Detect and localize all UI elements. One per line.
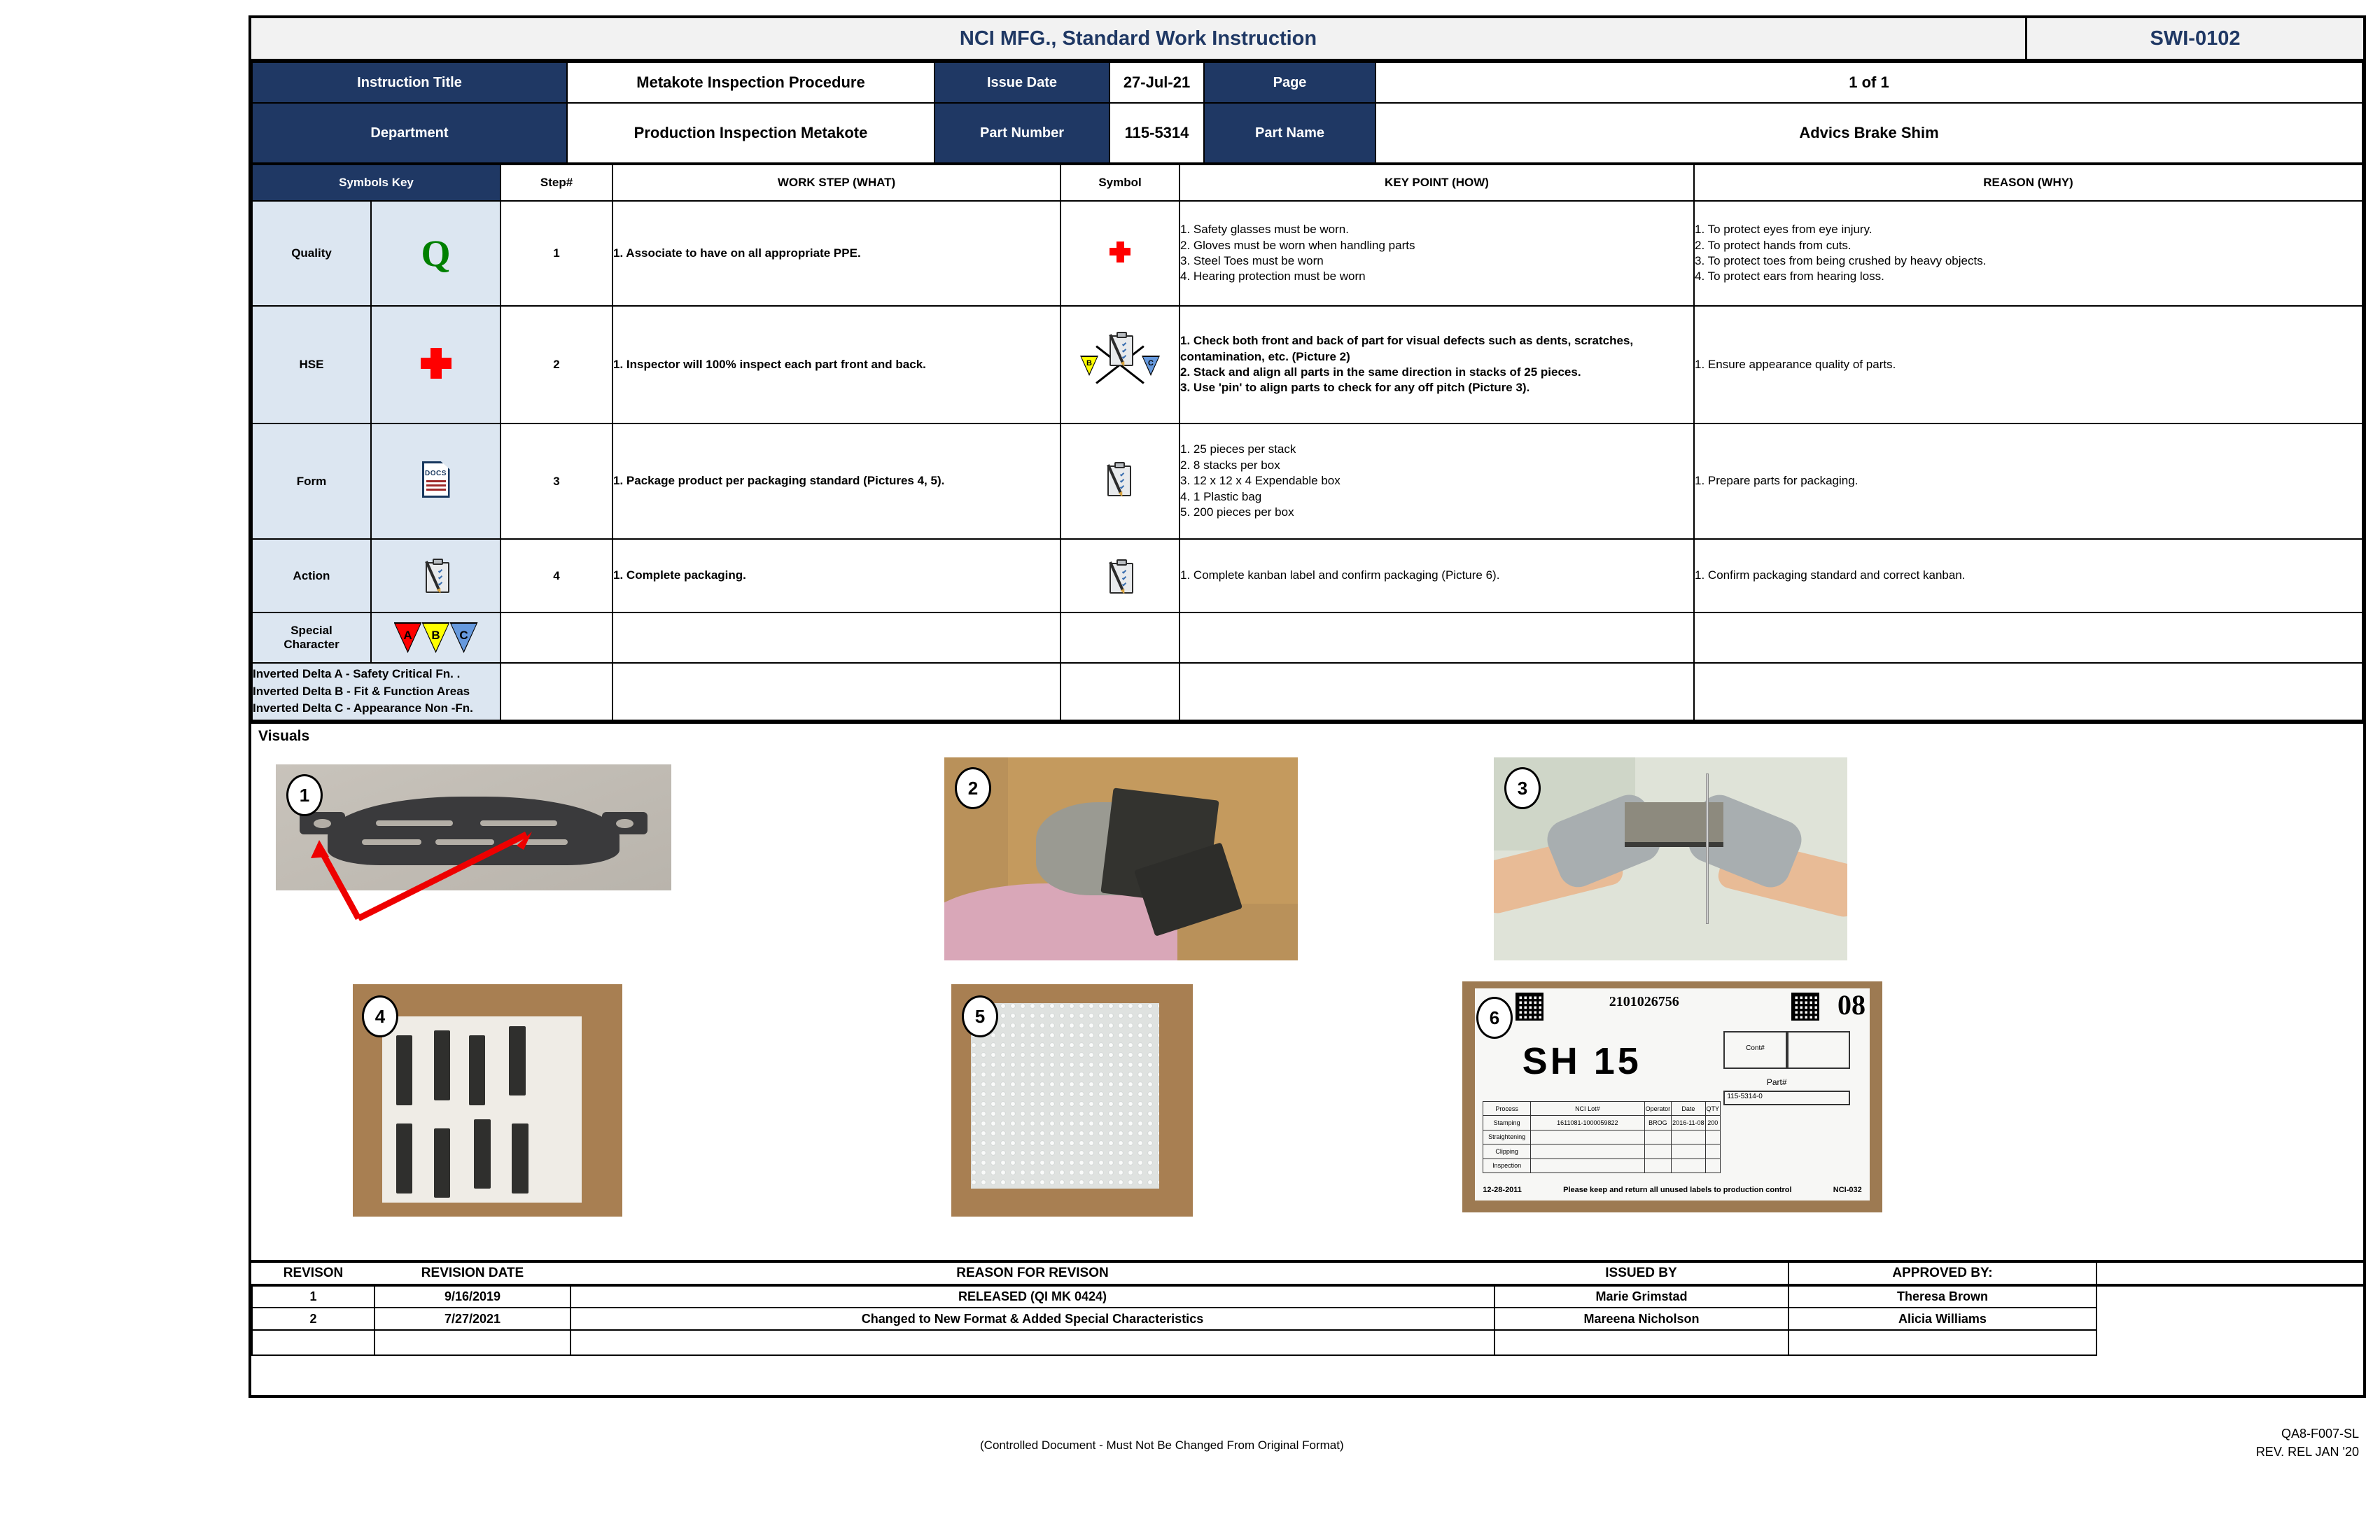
part-number-label: Part Number bbox=[934, 103, 1110, 163]
col-symbol: Symbol bbox=[1060, 164, 1180, 201]
revision-reason: Changed to New Format & Added Special Characteristics bbox=[570, 1308, 1494, 1330]
empty-cell bbox=[1060, 663, 1180, 720]
reason-item: 2. To protect hands from cuts. bbox=[1695, 238, 1851, 252]
visual-photo-1 bbox=[276, 764, 671, 890]
visual-photo-6 bbox=[1462, 981, 1882, 1212]
document-title: NCI MFG., Standard Work Instruction bbox=[251, 18, 2027, 59]
reason-list bbox=[1694, 306, 2362, 424]
visual-badge-6: 6 bbox=[1476, 997, 1513, 1039]
special-character-legend bbox=[252, 663, 500, 720]
kanban-cell bbox=[1672, 1144, 1705, 1158]
page-value: 1 of 1 bbox=[1376, 62, 2362, 103]
key-point-list bbox=[1180, 424, 1694, 539]
work-step-text: 1. Associate to have on all appropriate PPE. bbox=[612, 201, 1060, 306]
col-step: Step# bbox=[500, 164, 612, 201]
green-q-icon: Q bbox=[371, 201, 500, 306]
reason-list bbox=[1694, 201, 2362, 306]
kanban-cell bbox=[1705, 1144, 1721, 1158]
key-point-item: 1. Complete kanban label and confirm packaging (Picture 6). bbox=[1180, 568, 1500, 582]
kanban-col-lot: NCI Lot# bbox=[1531, 1101, 1645, 1115]
kanban-cell bbox=[1531, 1130, 1645, 1144]
col-key-point: KEY POINT (HOW) bbox=[1180, 164, 1694, 201]
kanban-cell: Clipping bbox=[1483, 1144, 1531, 1158]
key-point-item: 2. Stack and align all parts in the same direction in stacks of 25 pieces. bbox=[1180, 365, 1581, 379]
kanban-part-value: 115-5314-0 bbox=[1727, 1092, 1763, 1100]
revision-approved-by: Theresa Brown bbox=[1788, 1285, 2096, 1308]
table-row bbox=[252, 306, 2362, 424]
revision-row bbox=[252, 1308, 2363, 1330]
symbols-key-label-hse: HSE bbox=[252, 306, 371, 424]
key-point-list bbox=[1180, 539, 1694, 612]
key-point-item: 5. 200 pieces per box bbox=[1180, 505, 1294, 519]
visual-badge-5: 5 bbox=[962, 995, 998, 1037]
instruction-title-value: Metakote Inspection Procedure bbox=[567, 62, 934, 103]
empty-cell bbox=[612, 612, 1060, 663]
key-point-list bbox=[1180, 201, 1694, 306]
kanban-footer-date: 12-28-2011 bbox=[1483, 1186, 1522, 1195]
revision-reason: RELEASED (QI MK 0424) bbox=[570, 1285, 1494, 1308]
revision-header-row bbox=[252, 1263, 2363, 1285]
key-point-list bbox=[1180, 306, 1694, 424]
revision-date: 7/27/2021 bbox=[374, 1308, 570, 1330]
step-number: 3 bbox=[500, 424, 612, 539]
kanban-table-header-row bbox=[1483, 1101, 1721, 1115]
empty-cell bbox=[500, 663, 612, 720]
qr-code-icon bbox=[1791, 993, 1819, 1021]
visual-badge-4: 4 bbox=[362, 995, 398, 1037]
revision-date: 9/16/2019 bbox=[374, 1285, 570, 1308]
work-step-text: 1. Package product per packaging standard (Pictures 4, 5). bbox=[612, 424, 1060, 539]
issue-date-label: Issue Date bbox=[934, 62, 1110, 103]
kanban-cell bbox=[1644, 1130, 1672, 1144]
empty-cell bbox=[612, 663, 1060, 720]
key-point-item: 1. Safety glasses must be worn. bbox=[1180, 223, 1349, 237]
delta-c-icon: C bbox=[1142, 356, 1160, 376]
kanban-process-table bbox=[1483, 1101, 1721, 1173]
revision-col-revison: REVISON bbox=[252, 1263, 374, 1285]
legend-item: Inverted Delta C - Appearance Non -Fn. bbox=[253, 701, 473, 715]
revision-issued-by: Marie Grimstad bbox=[1494, 1285, 1788, 1308]
visual-photo-3 bbox=[1494, 757, 1847, 960]
revision-col-date: REVISION DATE bbox=[374, 1263, 570, 1285]
kanban-col-date: Date bbox=[1672, 1101, 1705, 1115]
revision-issued-by bbox=[1494, 1330, 1788, 1355]
revision-col-reason: REASON FOR REVISON bbox=[570, 1263, 1494, 1285]
reason-item: 1. Prepare parts for packaging. bbox=[1695, 474, 1858, 488]
clipboard-pen-icon bbox=[371, 539, 500, 612]
revision-col-issued-by: ISSUED BY bbox=[1494, 1263, 1788, 1285]
revision-number bbox=[252, 1330, 374, 1355]
kanban-box-number: 08 bbox=[1837, 988, 1865, 1021]
visual-badge-1: 1 bbox=[286, 774, 323, 816]
work-step-text: 1. Complete packaging. bbox=[612, 539, 1060, 612]
reason-item: 1. Ensure appearance quality of parts. bbox=[1695, 357, 1896, 371]
kanban-cell bbox=[1644, 1144, 1672, 1158]
kanban-cont-box-empty bbox=[1787, 1031, 1850, 1070]
work-step-table bbox=[251, 164, 2363, 721]
header-info-table bbox=[251, 62, 2363, 164]
revision-date bbox=[374, 1330, 570, 1355]
revision-number: 2 bbox=[252, 1308, 374, 1330]
department-value: Production Inspection Metakote bbox=[567, 103, 934, 163]
kanban-part-label: Part# bbox=[1766, 1077, 1787, 1088]
docs-page-icon: DOCS bbox=[371, 424, 500, 539]
work-step-table-header-row bbox=[252, 164, 2362, 201]
col-symbols-key: Symbols Key bbox=[252, 164, 500, 201]
revision-approved-by bbox=[1788, 1330, 2096, 1355]
step-number: 4 bbox=[500, 539, 612, 612]
form-code-footer bbox=[2256, 1424, 2359, 1461]
visuals-section bbox=[251, 721, 2363, 1260]
revision-spacer bbox=[2096, 1308, 2363, 1330]
part-name-value: Advics Brake Shim bbox=[1376, 103, 2362, 163]
kanban-cell bbox=[1705, 1158, 1721, 1172]
kanban-cell: 200 bbox=[1705, 1116, 1721, 1130]
kanban-cell bbox=[1705, 1130, 1721, 1144]
red-cross-icon bbox=[371, 306, 500, 424]
kanban-col-operator: Operator bbox=[1644, 1101, 1672, 1115]
clipboard-pen-icon bbox=[1108, 332, 1132, 365]
page-label: Page bbox=[1204, 62, 1376, 103]
kanban-table-row bbox=[1483, 1130, 1721, 1144]
table-row bbox=[252, 201, 2362, 306]
kanban-cell: 2016-11-08 bbox=[1672, 1116, 1705, 1130]
kanban-cell bbox=[1672, 1158, 1705, 1172]
revision-col-spacer bbox=[2096, 1263, 2363, 1285]
symbols-key-label-form: Form bbox=[252, 424, 371, 539]
delta-c-icon: C bbox=[450, 622, 478, 653]
key-point-item: 3. Use 'pin' to align parts to check for any off pitch (Picture 3). bbox=[1180, 381, 1530, 395]
special-character-legend-row bbox=[252, 663, 2362, 720]
key-point-item: 1. 25 pieces per stack bbox=[1180, 442, 1296, 456]
kanban-cell: Stamping bbox=[1483, 1116, 1531, 1130]
kanban-col-process: Process bbox=[1483, 1101, 1531, 1115]
revision-number: 1 bbox=[252, 1285, 374, 1308]
department-label: Department bbox=[252, 103, 567, 163]
work-step-text: 1. Inspector will 100% inspect each part front and back. bbox=[612, 306, 1060, 424]
part-number-value: 115-5314 bbox=[1110, 103, 1204, 163]
special-character-label-line2: Character bbox=[284, 638, 340, 651]
kanban-part-value-box bbox=[1723, 1091, 1849, 1105]
kanban-cont-label: Cont# bbox=[1746, 1044, 1765, 1052]
kanban-table-row bbox=[1483, 1158, 1721, 1172]
revision-table bbox=[251, 1263, 2363, 1356]
revision-spacer bbox=[2096, 1330, 2363, 1355]
kanban-cell bbox=[1644, 1158, 1672, 1172]
x-clipboard-delta-icon bbox=[1060, 306, 1180, 424]
col-work-step: WORK STEP (WHAT) bbox=[612, 164, 1060, 201]
delta-a-icon: A bbox=[394, 622, 422, 653]
reason-list bbox=[1694, 539, 2362, 612]
revision-spacer bbox=[2096, 1285, 2363, 1308]
revision-col-approved-by: APPROVED BY: bbox=[1788, 1263, 2096, 1285]
reason-item: 1. To protect eyes from eye injury. bbox=[1695, 223, 1872, 237]
revision-section bbox=[251, 1260, 2363, 1356]
kanban-table-row bbox=[1483, 1116, 1721, 1130]
empty-cell bbox=[1180, 663, 1694, 720]
special-character-label bbox=[252, 612, 371, 663]
legend-item: Inverted Delta A - Safety Critical Fn. . bbox=[253, 667, 461, 681]
brake-shim-part bbox=[300, 785, 648, 870]
work-instruction-sheet bbox=[248, 15, 2366, 1398]
reason-item: 4. To protect ears from hearing loss. bbox=[1695, 270, 1884, 284]
key-point-item: 3. Steel Toes must be worn bbox=[1180, 254, 1324, 267]
document-code: SWI-0102 bbox=[2027, 18, 2363, 59]
kanban-cell: Straightening bbox=[1483, 1130, 1531, 1144]
kanban-cell bbox=[1531, 1158, 1645, 1172]
revision-row bbox=[252, 1330, 2363, 1355]
key-point-item: 4. Hearing protection must be worn bbox=[1180, 270, 1366, 284]
kanban-label bbox=[1475, 988, 1870, 1201]
step-number: 2 bbox=[500, 306, 612, 424]
delta-b-icon: B bbox=[1080, 356, 1098, 376]
revision-row bbox=[252, 1285, 2363, 1308]
key-point-item: 2. 8 stacks per box bbox=[1180, 458, 1280, 472]
step-number: 1 bbox=[500, 201, 612, 306]
revision-issued-by: Mareena Nicholson bbox=[1494, 1308, 1788, 1330]
key-point-item: 1. Check both front and back of part for visual defects such as dents, scratches, contamination, etc. (Picture 2) bbox=[1180, 334, 1634, 363]
red-cross-icon bbox=[1060, 201, 1180, 306]
special-character-label-line1: Special bbox=[290, 624, 332, 637]
key-point-item: 4. 1 Plastic bag bbox=[1180, 489, 1262, 503]
empty-cell bbox=[1060, 612, 1180, 663]
col-reason: REASON (WHY) bbox=[1694, 164, 2362, 201]
part-name-label: Part Name bbox=[1204, 103, 1376, 163]
clipboard-pen-icon bbox=[1060, 539, 1180, 612]
kanban-col-qty: QTY bbox=[1705, 1101, 1721, 1115]
symbols-key-label-action: Action bbox=[252, 539, 371, 612]
revision-reason bbox=[570, 1330, 1494, 1355]
visual-badge-2: 2 bbox=[955, 767, 991, 809]
kanban-cell bbox=[1672, 1130, 1705, 1144]
key-point-item: 2. Gloves must be worn when handling parts bbox=[1180, 238, 1415, 252]
kanban-serial: 2101026756 bbox=[1609, 993, 1679, 1009]
empty-cell bbox=[1694, 612, 2362, 663]
empty-cell bbox=[1180, 612, 1694, 663]
reason-item: 3. To protect toes from being crushed by heavy objects. bbox=[1695, 254, 1987, 267]
kanban-cell: 1611081-1000059822 bbox=[1531, 1116, 1645, 1130]
form-rev-rel: REV. REL JAN '20 bbox=[2255, 1445, 2359, 1460]
visual-badge-3: 3 bbox=[1504, 767, 1541, 809]
key-point-item: 3. 12 x 12 x 4 Expendable box bbox=[1180, 474, 1340, 488]
special-character-row bbox=[252, 612, 2362, 663]
clipboard-pen-icon bbox=[1060, 424, 1180, 539]
document-title-bar bbox=[251, 18, 2363, 62]
special-character-deltas bbox=[371, 612, 500, 663]
kanban-cell: BROG bbox=[1644, 1116, 1672, 1130]
table-row bbox=[252, 539, 2362, 612]
visual-photo-2 bbox=[944, 757, 1298, 960]
instruction-title-label: Instruction Title bbox=[252, 62, 567, 103]
kanban-big-code: SH 15 bbox=[1522, 1040, 1642, 1082]
kanban-cell: Inspection bbox=[1483, 1158, 1531, 1172]
issue-date-value: 27-Jul-21 bbox=[1110, 62, 1204, 103]
kanban-cont-box bbox=[1723, 1031, 1786, 1070]
kanban-table-row bbox=[1483, 1144, 1721, 1158]
kanban-footer-code: NCI-032 bbox=[1833, 1186, 1862, 1195]
empty-cell bbox=[500, 612, 612, 663]
qr-code-icon bbox=[1516, 993, 1544, 1021]
table-row bbox=[252, 424, 2362, 539]
visuals-title: Visuals bbox=[258, 728, 310, 744]
reason-item: 1. Confirm packaging standard and correct kanban. bbox=[1695, 568, 1966, 582]
delta-b-icon: B bbox=[422, 622, 450, 653]
revision-approved-by: Alicia Williams bbox=[1788, 1308, 2096, 1330]
reason-list bbox=[1694, 424, 2362, 539]
kanban-cell bbox=[1531, 1144, 1645, 1158]
controlled-document-note: (Controlled Document - Must Not Be Changed From Original Format) bbox=[980, 1438, 1344, 1452]
symbols-key-label-quality: Quality bbox=[252, 201, 371, 306]
kanban-footer-note: Please keep and return all unused labels to production control bbox=[1563, 1186, 1792, 1195]
form-code: QA8-F007-SL bbox=[2281, 1427, 2359, 1441]
legend-item: Inverted Delta B - Fit & Function Areas bbox=[253, 684, 470, 698]
empty-cell bbox=[1694, 663, 2362, 720]
